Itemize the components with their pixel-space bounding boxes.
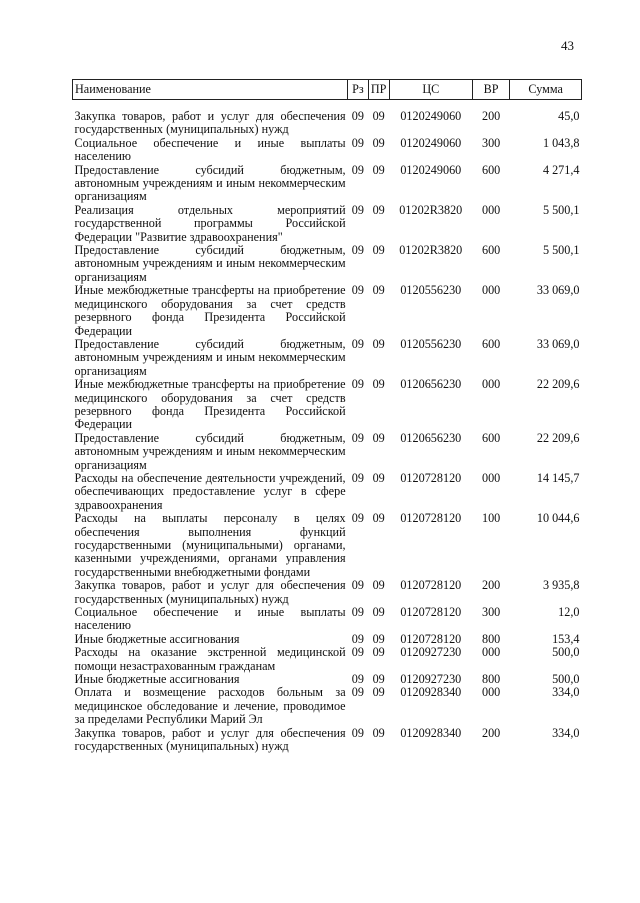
cell-vr: 600 xyxy=(481,336,501,351)
cell-cs: 01202R3820 xyxy=(399,243,463,258)
table-row xyxy=(73,579,582,606)
cell-name: Предоставление субсидий бюджетным, автономным учреждениям и иным некоммерческим организациям xyxy=(74,243,346,284)
cell-pr: 09 xyxy=(372,202,385,217)
cell-sum: 14 145,7 xyxy=(536,470,580,485)
cell-rz: 09 xyxy=(351,109,364,123)
cell-sum: 500,0 xyxy=(552,645,580,660)
cell-cs: 0120728120 xyxy=(400,605,462,620)
cell-rz: 09 xyxy=(351,470,364,485)
cell-sum: 1 043,8 xyxy=(542,135,580,150)
cell-pr: 09 xyxy=(372,283,385,298)
cell-vr: 300 xyxy=(481,605,501,620)
cell-pr: 09 xyxy=(372,162,385,177)
cell-name: Закупка товаров, работ и услуг для обеспечения государственных (муниципальных) нужд xyxy=(74,109,346,137)
cell-vr: 800 xyxy=(481,631,501,646)
table-row xyxy=(73,472,582,512)
cell-rz: 09 xyxy=(351,202,364,217)
cell-pr: 09 xyxy=(372,243,385,258)
cell-vr: 000 xyxy=(481,377,501,392)
cell-sum: 5 500,1 xyxy=(542,243,580,258)
cell-pr: 09 xyxy=(372,725,385,740)
table-row xyxy=(73,110,582,137)
cell-pr: 09 xyxy=(372,511,385,526)
cell-name: Предоставление субсидий бюджетным, автономным учреждениям и иным некоммерческим организациям xyxy=(74,430,346,472)
cell-vr: 300 xyxy=(481,135,501,150)
table-row xyxy=(73,727,582,754)
header-row xyxy=(73,80,582,100)
cell-sum: 153,4 xyxy=(552,631,580,646)
cell-pr: 09 xyxy=(372,685,385,700)
cell-vr: 600 xyxy=(481,430,501,445)
cell-pr: 09 xyxy=(372,672,385,687)
cell-name: Социальное обеспечение и иные выплаты населению xyxy=(74,605,346,633)
cell-vr: 600 xyxy=(481,243,501,258)
table-row xyxy=(73,512,582,579)
cell-vr: 000 xyxy=(481,685,501,700)
cell-cs: 0120556230 xyxy=(400,283,462,298)
cell-name: Реализация отдельных мероприятий государственной программы Российской Федерации "Развитие здравоохранения" xyxy=(74,202,346,244)
page-number: 43 xyxy=(561,38,574,53)
cell-cs: 0120249060 xyxy=(400,162,462,177)
cell-sum: 33 069,0 xyxy=(536,283,580,298)
cell-sum: 33 069,0 xyxy=(536,336,580,351)
cell-cs: 0120656230 xyxy=(400,377,462,392)
table-row xyxy=(73,378,582,432)
cell-pr: 09 xyxy=(372,135,385,150)
cell-rz: 09 xyxy=(351,725,364,740)
cell-pr: 09 xyxy=(372,605,385,620)
cell-rz: 09 xyxy=(351,377,364,392)
table-row xyxy=(73,646,582,673)
cell-cs: 0120728120 xyxy=(400,511,462,526)
cell-vr: 000 xyxy=(481,202,501,217)
cell-sum: 3 935,8 xyxy=(542,578,580,593)
cell-vr: 600 xyxy=(481,162,501,177)
table-row xyxy=(73,137,582,164)
cell-rz: 09 xyxy=(351,605,364,620)
header-cs: ЦС xyxy=(389,80,472,100)
cell-name: Социальное обеспечение и иные выплаты населению xyxy=(74,135,346,164)
cell-sum: 10 044,6 xyxy=(536,511,580,526)
table-header xyxy=(73,80,582,100)
cell-cs: 0120728120 xyxy=(400,631,462,646)
cell-rz: 09 xyxy=(351,135,364,150)
cell-pr: 09 xyxy=(372,336,385,351)
cell-name: Расходы на выплаты персоналу в целях обеспечения выполнения функций государственными (муниципальными) органами, казенными учреждениями, органами управления государственными внебюджетными фондами xyxy=(74,511,346,579)
cell-sum: 334,0 xyxy=(552,685,580,700)
cell-sum: 12,0 xyxy=(558,605,580,620)
table-row xyxy=(73,204,582,244)
cell-name: Расходы на оказание экстренной медицинской помощи незастрахованным гражданам xyxy=(74,645,346,673)
cell-rz: 09 xyxy=(351,578,364,593)
cell-rz: 09 xyxy=(351,645,364,660)
cell-cs: 01202R3820 xyxy=(399,202,463,217)
table-row xyxy=(73,606,582,633)
cell-name: Оплата и возмещение расходов больным за медицинское обследование и лечение, проводимое за пределами Республики Марий Эл xyxy=(74,685,346,727)
table-row xyxy=(73,338,582,378)
cell-cs: 0120656230 xyxy=(400,430,462,445)
cell-name: Иные межбюджетные трансферты на приобретение медицинского оборудования за счет средств резервного фонда Президента Российской Федерации xyxy=(74,377,346,432)
cell-cs: 0120927230 xyxy=(400,645,462,660)
table-row xyxy=(73,673,582,686)
cell-name: Расходы на обеспечение деятельности учреждений, обеспечивающих предоставление услуг в сфере здравоохранения xyxy=(74,470,346,512)
cell-cs: 0120728120 xyxy=(400,470,462,485)
header-name: Наименование xyxy=(73,80,348,100)
cell-rz: 09 xyxy=(351,685,364,700)
cell-pr: 09 xyxy=(372,109,385,123)
cell-sum: 5 500,1 xyxy=(542,202,580,217)
cell-vr: 000 xyxy=(481,283,501,298)
cell-rz: 09 xyxy=(351,243,364,258)
cell-rz: 09 xyxy=(351,336,364,351)
cell-cs: 0120556230 xyxy=(400,336,462,351)
cell-vr: 800 xyxy=(481,672,501,687)
cell-cs: 0120249060 xyxy=(400,109,462,123)
cell-vr: 000 xyxy=(481,470,501,485)
cell-vr: 200 xyxy=(481,578,501,593)
cell-rz: 09 xyxy=(351,430,364,445)
table-row xyxy=(73,284,582,338)
cell-name: Иные межбюджетные трансферты на приобретение медицинского оборудования за счет средств резервного фонда Президента Российской Федерации xyxy=(74,283,346,338)
header-pr: ПР xyxy=(368,80,389,100)
cell-vr: 000 xyxy=(481,645,501,660)
cell-pr: 09 xyxy=(372,470,385,485)
cell-rz: 09 xyxy=(351,511,364,526)
header-rz: Рз xyxy=(348,80,369,100)
table-row xyxy=(73,164,582,204)
cell-cs: 0120928340 xyxy=(400,685,462,700)
header-sum: Сумма xyxy=(510,80,582,100)
cell-vr: 200 xyxy=(481,725,501,740)
budget-table xyxy=(72,79,582,754)
cell-sum: 22 209,6 xyxy=(536,377,580,392)
cell-rz: 09 xyxy=(351,672,364,687)
cell-sum: 334,0 xyxy=(552,725,580,740)
cell-pr: 09 xyxy=(372,430,385,445)
cell-pr: 09 xyxy=(372,377,385,392)
cell-pr: 09 xyxy=(372,645,385,660)
cell-cs: 0120728120 xyxy=(400,578,462,593)
cell-sum: 500,0 xyxy=(552,672,580,687)
cell-vr: 200 xyxy=(481,109,501,123)
cell-name: Предоставление субсидий бюджетным, автономным учреждениям и иным некоммерческим организациям xyxy=(74,336,346,378)
table-row xyxy=(73,432,582,472)
cell-name: Иные бюджетные ассигнования xyxy=(74,631,240,646)
cell-name: Закупка товаров, работ и услуг для обеспечения государственных (муниципальных) нужд xyxy=(74,578,346,606)
cell-cs: 0120928340 xyxy=(400,725,462,740)
table-row xyxy=(73,686,582,726)
cell-cs: 0120927230 xyxy=(400,672,462,687)
cell-sum: 22 209,6 xyxy=(536,430,580,445)
cell-rz: 09 xyxy=(351,283,364,298)
cell-rz: 09 xyxy=(351,631,364,646)
table-row xyxy=(73,633,582,646)
cell-sum: 4 271,4 xyxy=(542,162,580,177)
cell-pr: 09 xyxy=(372,631,385,646)
cell-pr: 09 xyxy=(372,578,385,593)
cell-name: Предоставление субсидий бюджетным, автономным учреждениям и иным некоммерческим организациям xyxy=(74,162,346,204)
cell-rz: 09 xyxy=(351,162,364,177)
cell-cs: 0120249060 xyxy=(400,135,462,150)
cell-name: Закупка товаров, работ и услуг для обеспечения государственных (муниципальных) нужд xyxy=(74,725,346,754)
table-body xyxy=(73,100,582,754)
cell-sum: 45,0 xyxy=(558,109,580,123)
cell-vr: 100 xyxy=(481,511,501,526)
table-row xyxy=(73,244,582,284)
header-vr: ВР xyxy=(472,80,509,100)
cell-name: Иные бюджетные ассигнования xyxy=(74,672,240,687)
